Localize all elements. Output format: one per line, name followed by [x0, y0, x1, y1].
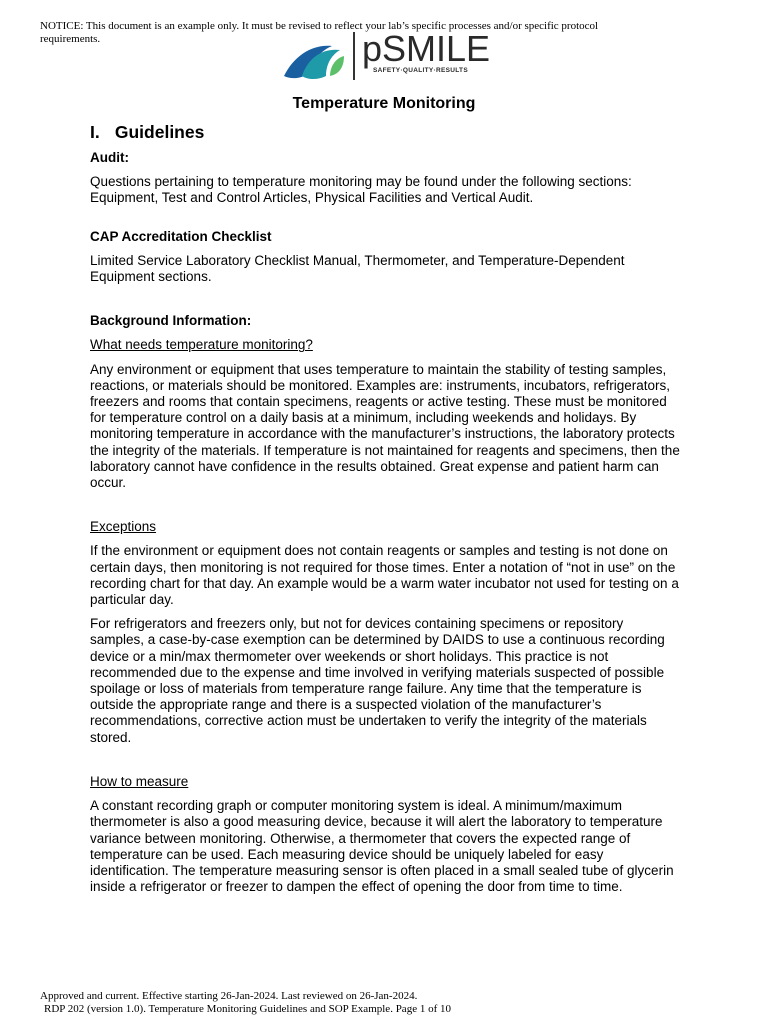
logo-divider: [353, 32, 355, 80]
what-text: Any environment or equipment that uses temperature to maintain the stability of testing samples, reactions, or materials should be monitored. Examples are: instruments, incubators, refrigerators, freezers and rooms that contain specimens, reagents or active testing. These must be monitored for temperature control on a daily basis at a minimum, including weekends and holidays. By monitoring temperature in accordance with the manufacturer’s instructions, the laboratory protects the integrity of the materials. If temperature is not maintained for reagents and specimens, then the laboratory cannot have confidence in the results obtained. Great expense and patient harm can occur.: [90, 361, 680, 491]
document-title: Temperature Monitoring: [292, 95, 476, 112]
cap-heading: CAP Accreditation Checklist: [90, 228, 272, 244]
audit-heading: Audit:: [90, 150, 129, 165]
exceptions-paragraph-2: For refrigerators and freezers only, but not for devices containing specimens or repository samples, a case-by-case exemption can be determined by DAIDS to use a continuous recording device or a min/max thermometer over weekends or short holidays. This practice is not recommended due to the expense and time involved in verifying materials suspected of possible spoilage or loss of materials from temperature range failure. Any time that the temperature is outside the appropriate range and there is a suspected violation of the manufacturer’s recommendations, corrective action must be undertaken to verify the integrity of the materials stored.: [90, 616, 665, 745]
section-heading: [90, 122, 680, 142]
footer-approval: Approved and current. Effective starting 26-Jan-2024. Last reviewed on 26-Jan-2024.: [40, 990, 418, 1002]
what-heading: What needs temperature monitoring?: [90, 337, 313, 353]
logo-wordmark: pSMILE: [362, 28, 491, 69]
logo-tagline: SAFETY·QUALITY·RESULTS: [373, 67, 468, 74]
audit-text: Questions pertaining to temperature monitoring may be found under the following sections: Equipment, Test and Control Articles, Physical Facilities and Vertical Audit.: [90, 174, 632, 206]
wave-logo-icon: [282, 36, 348, 84]
section-title: Guidelines: [114, 122, 205, 142]
exceptions-paragraph-1: If the environment or equipment does not contain reagents or samples and testing is not done on certain days, then monitoring is not required for those times. Enter a notation of “not in use” on the recording chart for that day. An example would be a warm water incubator not used for testing on a particular day.: [90, 543, 679, 608]
section-number: I.: [90, 122, 100, 142]
notice-text: NOTICE: This document is an example only. It must be revised to reflect your lab’s specific processes and/or specific protocol requirements.: [40, 20, 599, 45]
psmile-logo: [280, 30, 490, 82]
footer-doc-id: RDP 202 (version 1.0). Temperature Monitoring Guidelines and SOP Example. Page 1 of 10: [44, 1003, 451, 1015]
exceptions-heading: Exceptions: [90, 519, 157, 535]
document-body: [90, 122, 680, 903]
cap-text: Limited Service Laboratory Checklist Manual, Thermometer, and Temperature-Dependent Equipment sections.: [90, 252, 625, 285]
page-footer: [40, 990, 640, 1016]
measure-text: A constant recording graph or computer monitoring system is ideal. A minimum/maximum thermometer is also a good measuring device, because it will alert the laboratory to temperature variance between monitoring. Otherwise, a thermometer that covers the expected range of temperature can be used. Each measuring device should be uniquely labeled for easy identification. The temperature measuring sensor is often placed in a small sealed tube of glycerin inside a refrigerator or freezer to dampen the effect of opening the door from time to time.: [90, 798, 674, 895]
measure-heading: How to measure: [90, 773, 189, 789]
background-heading: Background Information:: [90, 313, 252, 329]
